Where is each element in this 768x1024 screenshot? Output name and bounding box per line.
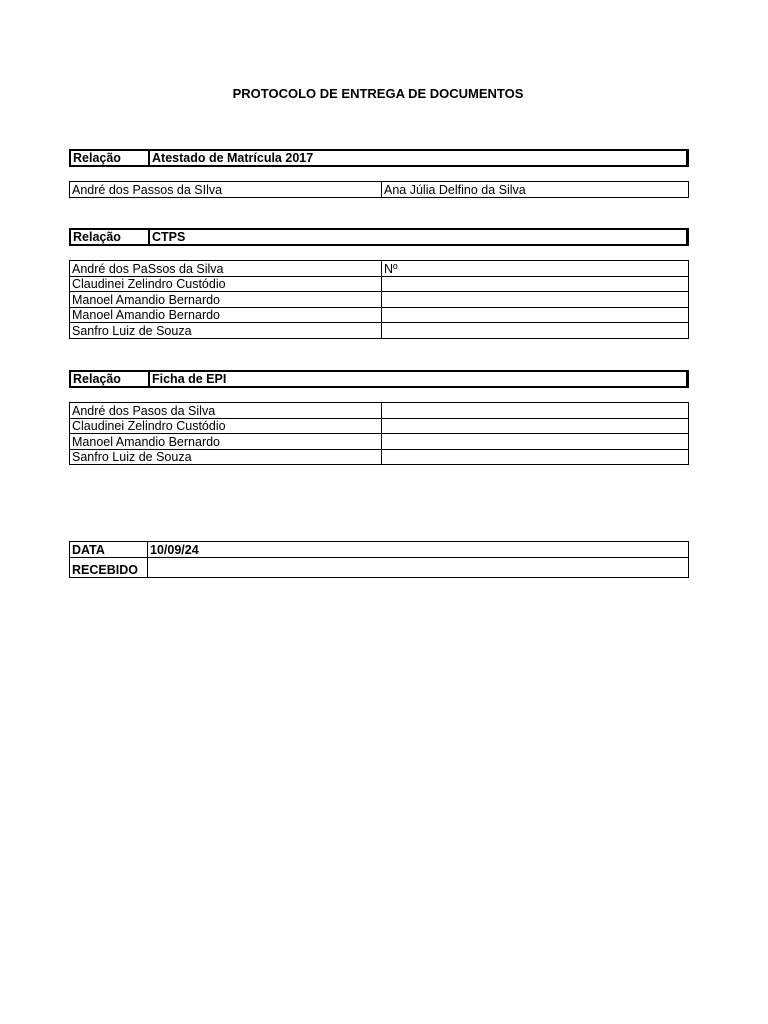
name-cell: Sanfro Luiz de Souza: [70, 449, 382, 465]
date-label: DATA: [70, 542, 148, 558]
second-cell: Ana Júlia Delfino da Silva: [382, 182, 689, 198]
received-value: [148, 557, 689, 577]
name-cell: Claudinei Zelindro Custódio: [70, 276, 382, 292]
table-row: [70, 261, 689, 277]
section-list-table: [69, 181, 689, 198]
section-label: Relação: [70, 150, 149, 166]
second-cell: Nº: [382, 261, 689, 277]
table-row: [70, 323, 689, 339]
page-title: PROTOCOLO DE ENTREGA DE DOCUMENTOS: [232, 86, 524, 101]
table-row: [70, 276, 689, 292]
table-row: [70, 434, 689, 450]
section-label: Relação: [70, 371, 149, 387]
name-cell: André dos Passos da SIlva: [70, 182, 382, 198]
section-value: Atestado de Matrícula 2017: [149, 150, 688, 166]
section-value: Ficha de EPI: [149, 371, 688, 387]
table-row: [70, 449, 689, 465]
second-cell: [382, 434, 689, 450]
table-row: [70, 292, 689, 308]
table-row: [70, 418, 689, 434]
footer-table: [69, 541, 689, 578]
name-cell: Manoel Amandio Bernardo: [70, 307, 382, 323]
received-label: RECEBIDO: [70, 557, 148, 577]
name-cell: Manoel Amandio Bernardo: [70, 292, 382, 308]
section-label: Relação: [70, 229, 149, 245]
section-header-table: [69, 228, 689, 246]
second-cell: [382, 449, 689, 465]
second-cell: [382, 418, 689, 434]
name-cell: Manoel Amandio Bernardo: [70, 434, 382, 450]
table-row: [70, 307, 689, 323]
name-cell: André dos PaSsos da Silva: [70, 261, 382, 277]
section-header-table: [69, 370, 689, 388]
date-value: 10/09/24: [148, 542, 689, 558]
second-cell: [382, 292, 689, 308]
second-cell: [382, 323, 689, 339]
section-header-table: [69, 149, 689, 167]
second-cell: [382, 307, 689, 323]
name-cell: Claudinei Zelindro Custódio: [70, 418, 382, 434]
second-cell: [382, 276, 689, 292]
section-value: CTPS: [149, 229, 688, 245]
second-cell: [382, 403, 689, 419]
name-cell: Sanfro Luiz de Souza: [70, 323, 382, 339]
section-list-table: [69, 402, 689, 465]
table-row: [70, 182, 689, 198]
section-list-table: [69, 260, 689, 339]
received-row: [70, 557, 689, 577]
table-row: [70, 403, 689, 419]
name-cell: André dos Pasos da Silva: [70, 403, 382, 419]
date-row: [70, 542, 689, 558]
